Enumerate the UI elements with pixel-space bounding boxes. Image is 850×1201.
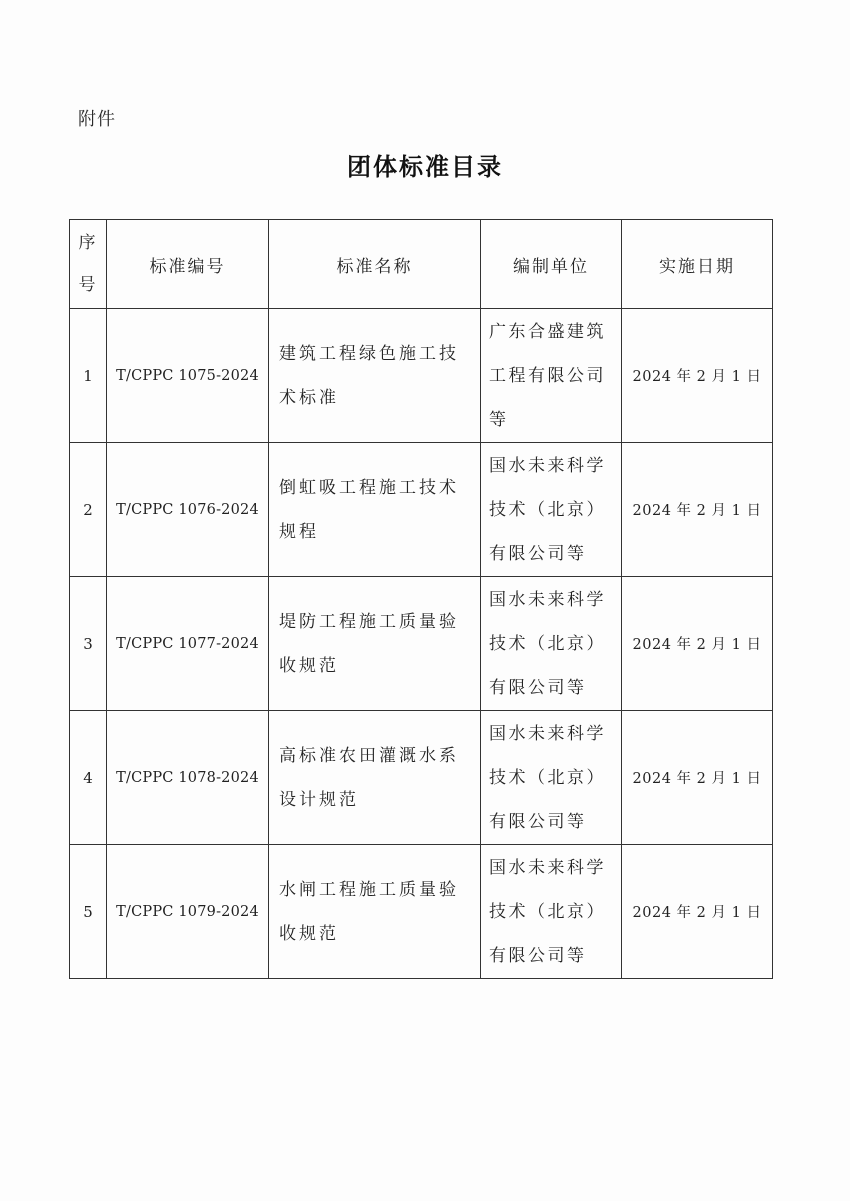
row-date: 2024 年 2 月 1 日	[622, 711, 773, 845]
table-row	[70, 845, 773, 979]
row-date: 2024 年 2 月 1 日	[622, 309, 773, 443]
attachment-label: 附件	[78, 109, 116, 130]
row-name: 高标准农田灌溉水系设计规范	[269, 711, 481, 845]
column-header-date: 实施日期	[622, 220, 773, 309]
table-header-row	[70, 220, 773, 309]
column-header-name: 标准名称	[269, 220, 481, 309]
row-code: T/CPPC 1079-2024	[107, 845, 269, 979]
table-row	[70, 577, 773, 711]
row-seq: 5	[70, 845, 107, 979]
column-header-seq: 序号	[70, 220, 107, 309]
row-seq: 3	[70, 577, 107, 711]
row-date: 2024 年 2 月 1 日	[622, 443, 773, 577]
row-code: T/CPPC 1077-2024	[107, 577, 269, 711]
row-unit: 国水未来科学技术（北京）有限公司等	[481, 443, 622, 577]
row-date: 2024 年 2 月 1 日	[622, 845, 773, 979]
standards-table	[69, 219, 773, 979]
row-code: T/CPPC 1075-2024	[107, 309, 269, 443]
table-row	[70, 443, 773, 577]
row-code: T/CPPC 1076-2024	[107, 443, 269, 577]
row-unit: 国水未来科学技术（北京）有限公司等	[481, 845, 622, 979]
table-row	[70, 711, 773, 845]
column-header-code: 标准编号	[107, 220, 269, 309]
row-seq: 1	[70, 309, 107, 443]
column-header-unit: 编制单位	[481, 220, 622, 309]
row-name: 倒虹吸工程施工技术规程	[269, 443, 481, 577]
row-name: 堤防工程施工质量验收规范	[269, 577, 481, 711]
row-unit: 国水未来科学技术（北京）有限公司等	[481, 577, 622, 711]
table-row	[70, 309, 773, 443]
row-name: 建筑工程绿色施工技术标准	[269, 309, 481, 443]
row-unit: 国水未来科学技术（北京）有限公司等	[481, 711, 622, 845]
row-seq: 4	[70, 711, 107, 845]
row-code: T/CPPC 1078-2024	[107, 711, 269, 845]
row-seq: 2	[70, 443, 107, 577]
row-date: 2024 年 2 月 1 日	[622, 577, 773, 711]
row-name: 水闸工程施工质量验收规范	[269, 845, 481, 979]
row-unit: 广东合盛建筑工程有限公司等	[481, 309, 622, 443]
page-title: 团体标准目录	[347, 153, 503, 181]
